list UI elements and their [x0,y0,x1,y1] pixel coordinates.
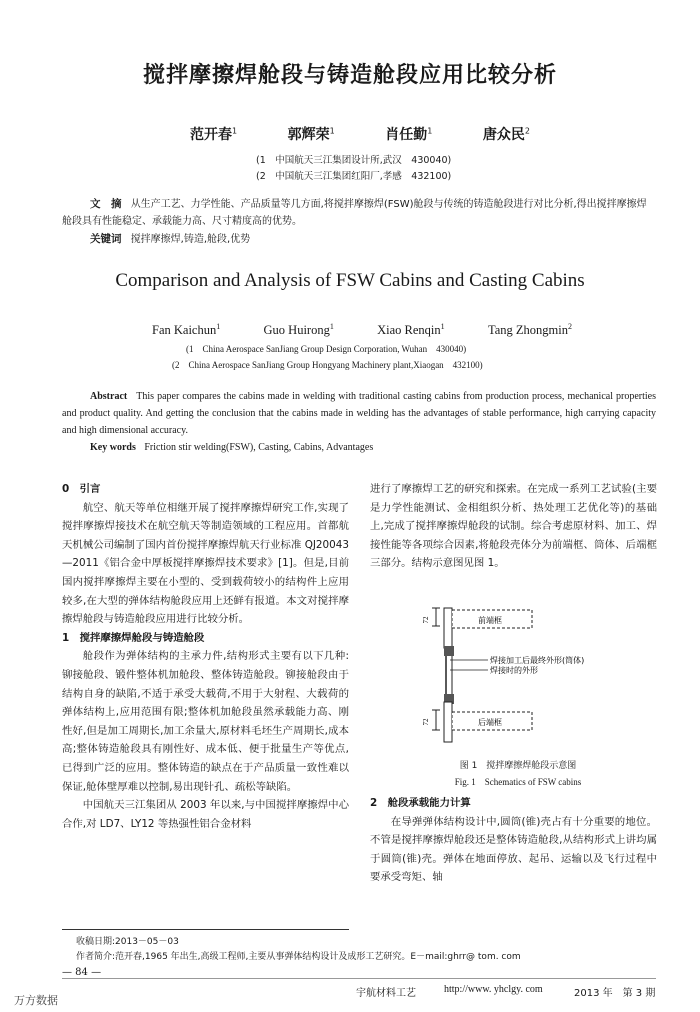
affiliation-en-1: (1 China Aerospace SanJiang Group Design Corporation, Wuhan 430040) [186,344,467,354]
journal-website: http://www. yhclgy. com [444,984,543,995]
dim-top: 72 [422,616,430,624]
section-heading: 0 引言 [62,483,101,495]
weld-seam-top [444,646,454,656]
abstract-cn [62,196,656,230]
watermark: 万方数据 [14,994,58,1007]
right-column-top [370,480,657,573]
paragraph: 中国航天三江集团从 2003 年以来,与中国搅拌摩擦焊中心合作,对 LD7、LY12 等热强性铝合金材料 [62,799,349,830]
abstract-en-text: This paper compares the cabins made in welding with traditional casting cabins from production process, mechanical properties and product quality. And getting the conclusion that the cabins made in welding has the advantages of stable performance, high carrying capacity and high dimensional accuracy. [62,391,657,436]
abstract-en-label: Abstract [90,391,128,402]
author-en: Fan Kaichun$^1$ [152,322,221,338]
paragraph: 舱段作为弹体结构的主承力件,结构形式主要有以下几种:铆接舱段、锻件整体机加舱段、整体铸造舱段。铆接舱段由于结构自身的缺陷,不适于承受大载荷,不用于大射程、大载荷的弹体结构上,应用范围有限;整体机加舱段虽然承载能力高、刚性好,但是加工周期长,加工余量大,原材料毛坯生产周期长,成本高;整体铸造舱段具有刚性好、成本低、便于批量生产等优点,已得到广泛的应用。整体铸造的缺点在于产品质量一致性难以保证,舱体壁厚难以控制,易出现针孔、疏松等缺陷。 [62,650,349,793]
rear-frame-wall [444,702,452,742]
author-cn: 唐众民$^2$ [482,126,530,143]
label-rear-frame: 后端框 [478,718,502,727]
author-cn: 肖任勤$^1$ [385,126,433,143]
keywords-en [90,442,373,453]
authors-cn [190,124,530,144]
cabin-schematic [380,600,656,750]
label-outer-final: 焊接加工后最终外形(筒体) [490,656,585,665]
authors-en [152,322,572,338]
paper-title-cn: 搅拌摩擦焊舱段与铸造舱段应用比较分析 [142,63,557,88]
author-cn: 郭辉荣$^1$ [287,126,335,143]
keywords-cn-label: 关键词 [90,233,122,245]
journal-issue: 2013 年 第 3 期 [574,988,656,999]
journal-name: 宇航材料工艺 [356,988,416,999]
keywords-cn-text: 搅拌摩擦焊,铸造,舱段,优势 [130,234,251,245]
abstract-cn-text: 从生产工艺、力学性能、产品质量等几方面,将搅拌摩擦焊(FSW)舱段与传统的铸造舱段进行对比分析,得出搅拌摩擦焊舱段具有性能稳定、承载能力高、尺寸精度高的优势。 [62,199,647,227]
label-outer-weld: 焊接时的外形 [490,666,538,675]
section-heading: 2 舱段承载能力计算 [370,797,471,809]
affiliation-cn-2: (2 中国航天三江集团红阳厂,孝感 432100) [256,171,452,182]
front-frame-wall [444,608,452,648]
paper-title-en: Comparison and Analysis of FSW Cabins and Casting Cabins [115,270,585,291]
page-number: — 84 — [62,967,102,978]
footer-divider [62,978,656,979]
footnote-received: 收稿日期:2013－05－03 [76,937,179,947]
section-heading: 1 搅拌摩擦焊舱段与铸造舱段 [62,631,205,644]
author-cn: 范开春$^1$ [190,126,238,143]
keywords-en-text: Friction stir welding(FSW), Casting, Cabins, Advantages [144,442,374,453]
paragraph: 航空、航天等单位相继开展了搅拌摩擦焊研究工作,实现了搅拌摩擦焊接技术在航空航天等制造领域的工程应用。首都航天机械公司编制了国内首份搅拌摩擦焊航天行业标准 QJ20043—2011《铝合金中厚板搅拌摩擦焊技术要求》[1]。但是,目前国内搅拌摩擦焊主要在小型的、受到载荷较小的结构件上应用较多,在大型的弹体结构舱段应用上还鲜有报道。本文对搅拌摩擦焊舱段与铸造舱段应用进行比较分析。 [62,501,349,626]
footnote-author: 作者简介:范开春,1965 年出生,高级工程师,主要从事弹体结构设计及成形工艺研究。E－mail:ghrr@ tom. com [76,952,521,962]
footnote-divider [62,929,349,930]
paragraph: 在导弹弹体结构设计中,圆筒(锥)壳占有十分重要的地位。不管是搅拌摩擦焊舱段还是整体铸造舱段,从结构形式上讲均属于圆筒(锥)壳。弹体在地面停放、起吊、运输以及飞行过程中要承受弯矩、轴 [370,815,657,884]
figure-1 [380,600,656,796]
author-en: Tang Zhongmin$^2$ [487,322,572,338]
affiliation-cn-1: (1 中国航天三江集团设计所,武汉 430040) [256,155,452,166]
author-en: Xiao Renqin$^1$ [377,322,445,338]
abstract-en [62,388,656,439]
dim-bottom: 72 [422,718,430,726]
figure-caption-en: Fig. 1 Schematics of FSW cabins [454,777,582,787]
figure-caption-cn: 图 1 搅拌摩擦焊舱段示意图 [459,761,577,771]
label-front-frame: 前端框 [478,616,502,625]
author-en: Guo Huirong$^1$ [263,322,334,338]
affiliation-en-2: (2 China Aerospace SanJiang Group Hongyang Machinery plant,Xiaogan 432100) [172,360,483,370]
keywords-en-label: Key words [90,442,136,453]
section-2 [370,794,657,887]
left-column [62,480,349,833]
keywords-cn [90,231,650,248]
paragraph: 进行了摩擦焊工艺的研究和探索。在完成一系列工艺试验(主要是力学性能测试、金相组织分析、热处理工艺优化等)的基础上,完成了搅拌摩擦焊舱段的试制。综合考虑原材料、加工、焊接性能等各项综合因素,将舱段壳体分为前端框、筒体、后端框三部分。结构示意图见图 1。 [370,483,657,570]
abstract-cn-label: 文 摘 [90,198,122,210]
